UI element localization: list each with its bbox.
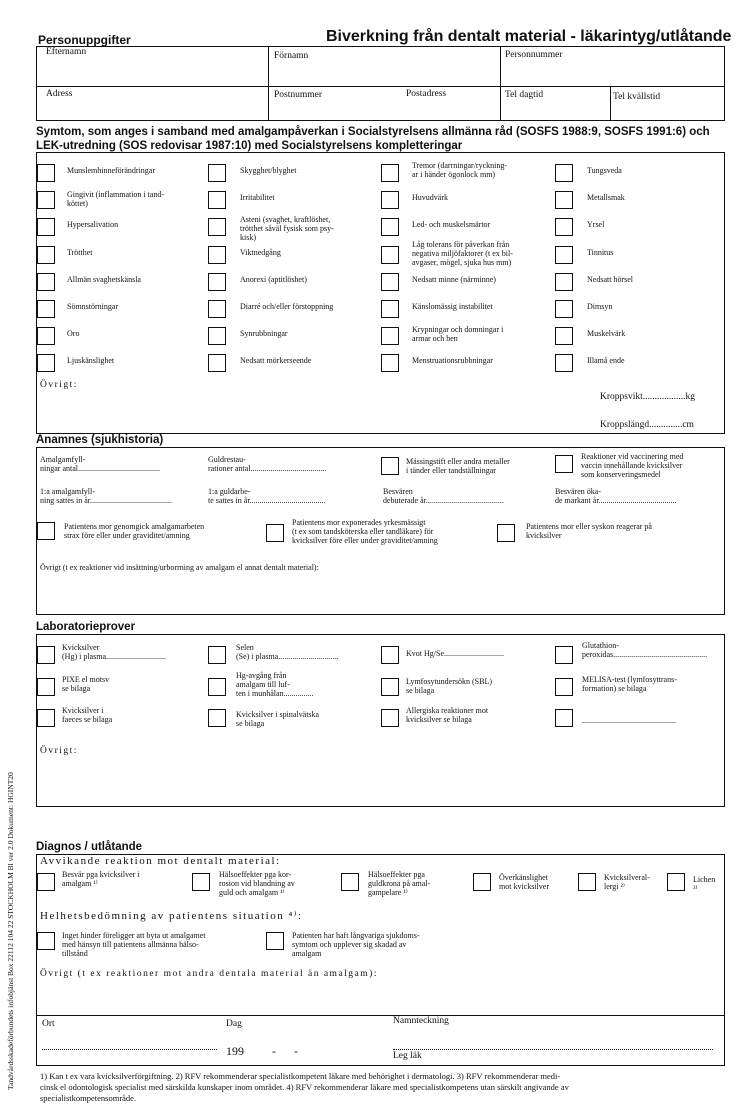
diagnos-label-0: Besvär pga kvicksilver i amalgam ¹⁾: [62, 870, 140, 888]
lab-checkbox-r3-2[interactable]: [381, 709, 399, 727]
symptom-label-col1-1: Gingivit (inflammation i tand- köttet): [67, 190, 165, 208]
symptom-label-col1-2: Hypersalivation: [67, 220, 119, 229]
diagnos-label-3: Överkänslighet mot kvicksilver: [499, 873, 549, 891]
symptom-label-col1-6: Oro: [67, 329, 80, 338]
symptom-label-col1-3: Trötthet: [67, 248, 93, 257]
forsta-amalgam-field[interactable]: 1:a amalgamfyll- ning sattes in år.........................................: [40, 487, 172, 505]
inget-hinder-checkbox[interactable]: [37, 932, 55, 950]
diagnos-label-4: Kvicksilveral- lergi ²⁾: [604, 873, 650, 891]
symptom-checkbox-col3-6[interactable]: [381, 327, 399, 345]
symptom-label-col1-5: Sömnstörningar: [67, 302, 119, 311]
lab-label-r3-0: Kvicksilver i faeces se bilaga: [62, 706, 113, 724]
side-vertical-text: Tandvårdsskadeförbundets infobjänst Box 22112 104 22 STOCKHOLM Bl ver 2.0 Dokument: HGINT20: [6, 772, 15, 1090]
lab-label-r2-3: MELISA-test (lymfosyttrans- formation) se bilaga: [582, 675, 677, 693]
symptom-label-col2-0: Skygghet/blyghet: [240, 166, 297, 175]
lab-label-r3-1: Kvicksilver i spinalvätska se bilaga: [236, 710, 320, 728]
diagnos-checkbox-1[interactable]: [192, 873, 210, 891]
fornamn-label: Förnamn: [274, 51, 309, 61]
symptoms-ovrigt-label: Övrigt:: [40, 380, 78, 390]
signature-field[interactable]: [393, 1049, 713, 1050]
tel-dagtid-label: Tel dagtid: [505, 90, 544, 100]
guld-antal-field[interactable]: Guldrestau- rationer antal......................................: [208, 455, 327, 473]
symptom-label-col2-6: Synrubbningar: [240, 329, 288, 338]
symptom-label-col1-0: Munslemhinneförändringar: [67, 166, 155, 175]
symptom-label-col2-4: Anorexi (aptitlöshet): [240, 275, 307, 284]
symptom-checkbox-col4-3[interactable]: [555, 246, 573, 264]
mor-yrke-checkbox[interactable]: [266, 524, 284, 542]
symptom-label-col4-4: Nedsatt hörsel: [587, 275, 633, 284]
namnteckning-label: Namnteckning: [393, 1016, 449, 1026]
leg-lak-label: Leg läk: [393, 1051, 422, 1061]
symptom-label-col4-2: Yrsel: [587, 220, 605, 229]
symptom-checkbox-col3-3[interactable]: [381, 246, 399, 264]
symptom-checkbox-col3-7[interactable]: [381, 354, 399, 372]
mor-amalgam-label: Patientens mor genomgick amalgamarbeten strax före eller under graviditet/amning: [64, 522, 205, 540]
vaccin-label: Reaktioner vid vaccinering med vaccin innehållande kvicksilver som konserveringsmedel: [581, 452, 684, 479]
symptom-label-col1-7: Ljuskänslighet: [67, 356, 115, 365]
symptom-checkbox-col2-2[interactable]: [208, 218, 226, 236]
lab-label-r2-1: Hg-avgång från amalgam till luf- ten i munhålan...............: [236, 671, 314, 698]
diagnos-label-1: Hälsoeffekter pga kor- rosion vid blandning av guld och amalgam ¹⁾: [219, 870, 295, 897]
footnote-line-1: 1) Kan t ex vara kvicksilverförgiftning. 2) RFV rekommenderar specialistkompetent läkare med behörighet i dermatologi. 3) RFV rekommenderar medi-: [40, 1071, 561, 1081]
anamnes-ovrigt-label: Övrigt (t ex reaktioner vid insättning/urborrning av amalgam el annat dentalt material):: [40, 563, 319, 572]
symptom-label-col3-1: Huvudvärk: [412, 193, 448, 202]
symptom-checkbox-col2-5[interactable]: [208, 300, 226, 318]
ort-label: Ort: [42, 1019, 55, 1029]
symptom-label-col2-5: Diarré och/eller förstoppning: [240, 302, 334, 311]
amalgam-antal-field[interactable]: Amalgamfyll- ningar antal.........................................: [40, 455, 160, 473]
lab-ovrigt-label: Övrigt:: [40, 746, 78, 756]
lab-label-r2-0: PIXE el motsv se bilaga: [62, 675, 110, 693]
lab-label-r1-1: Selen (Se) i plasma..............................: [236, 643, 339, 661]
diagnos-checkbox-3[interactable]: [473, 873, 491, 891]
symptom-checkbox-col4-6[interactable]: [555, 327, 573, 345]
anamnes-heading: Anamnes (sjukhistoria): [36, 434, 164, 446]
symptom-label-col4-3: Tinnitus: [587, 248, 614, 257]
ort-field[interactable]: [42, 1049, 217, 1050]
lab-label-r3-3: ...............................................: [582, 716, 676, 725]
lab-checkbox-r1-1[interactable]: [208, 646, 226, 664]
symptom-checkbox-col1-4[interactable]: [37, 273, 55, 291]
lab-label-r2-2: Lymfosytundersökn (SBL) se bilaga: [406, 677, 492, 695]
year-field[interactable]: 199: [226, 1044, 244, 1058]
besvaren-debuterade-field[interactable]: Besvären debuterade år.......................................: [383, 487, 504, 505]
symptom-label-col4-0: Tungsveda: [587, 166, 622, 175]
forsta-guld-field[interactable]: 1:a guldarbe- te sattes in år......................................: [208, 487, 326, 505]
mor-amalgam-checkbox[interactable]: [37, 522, 55, 540]
besvaren-okade-field[interactable]: Besvären öka- de markant år.......................................: [555, 487, 677, 505]
symptom-label-col2-1: Irritabilitet: [240, 193, 275, 202]
symptom-label-col1-4: Allmän svaghetskänsla: [67, 275, 141, 284]
lab-checkbox-r2-1[interactable]: [208, 678, 226, 696]
symptom-label-col3-0: Tremor (darrningar/ryckning- ar i händer ögonlock mm): [412, 161, 508, 179]
postnummer-label: Postnummer: [274, 90, 323, 100]
symptom-label-col3-4: Nedsatt minne (närminne): [412, 275, 496, 284]
symptom-checkbox-col4-5[interactable]: [555, 300, 573, 318]
symptom-checkbox-col3-5[interactable]: [381, 300, 399, 318]
dag-label: Dag: [226, 1019, 242, 1029]
helhet-label: Helhetsbedömning av patientens situation ⁴⁾:: [40, 910, 303, 922]
symptom-label-col3-2: Led- och muskelsmärtor: [412, 220, 491, 229]
symptom-checkbox-col3-4[interactable]: [381, 273, 399, 291]
symptom-label-col4-7: Illamå ende: [587, 356, 625, 365]
lab-heading: Laboratorieprover: [36, 621, 136, 633]
symptom-label-col4-1: Metallsmak: [587, 193, 625, 202]
symptom-checkbox-col2-3[interactable]: [208, 246, 226, 264]
syskon-checkbox[interactable]: [497, 524, 515, 542]
avvikande-label: Avvikande reaktion mot dentalt material:: [40, 855, 281, 867]
diagnos-checkbox-5[interactable]: [667, 873, 685, 891]
lab-checkbox-r2-3[interactable]: [555, 678, 573, 696]
lab-label-r1-3: Glutathion- peroxidas...............................................: [582, 641, 708, 659]
adress-label: Adress: [46, 89, 73, 99]
personnummer-label: Personnummer: [505, 50, 563, 60]
lab-checkbox-r2-2[interactable]: [381, 678, 399, 696]
symptom-checkbox-col4-0[interactable]: [555, 164, 573, 182]
symptom-checkbox-col1-6[interactable]: [37, 327, 55, 345]
symptom-checkbox-col4-4[interactable]: [555, 273, 573, 291]
lab-checkbox-r1-0[interactable]: [37, 646, 55, 664]
symptoms-heading-1: Symtom, som anges i samband med amalgampåverkan i Socialstyrelsens allmänna råd (SOSFS 1988:9, SOSFS 1991:6) och: [36, 126, 710, 138]
inget-hinder-label: Inget hinder föreligger att byta ut amalgamet med hänsyn till patientens allmänna hälso- tillstånd: [62, 931, 206, 958]
diagnos-checkbox-4[interactable]: [578, 873, 596, 891]
symptom-label-col3-5: Känslomässig instabilitet: [412, 302, 493, 311]
postadress-label: Postadress: [406, 89, 447, 99]
symptom-checkbox-col4-2[interactable]: [555, 218, 573, 236]
symptom-checkbox-col2-0[interactable]: [208, 164, 226, 182]
symptom-label-col2-7: Nedsatt mörkerseende: [240, 356, 312, 365]
symptom-checkbox-col1-2[interactable]: [37, 218, 55, 236]
massing-label: Mässingstift eller andra metaller i tänder eller tandställningar: [406, 457, 510, 475]
lab-checkbox-r3-1[interactable]: [208, 709, 226, 727]
symptom-checkbox-col3-1[interactable]: [381, 191, 399, 209]
mor-yrke-label: Patientens mor exponerades yrkesmässigt (t ex som tandsköterska eller tandläkare) för kvicksilver före eller under graviditet/amning: [292, 518, 438, 545]
lab-label-r3-2: Allergiska reaktioner mot kvicksilver se bilaga: [406, 706, 489, 724]
symptom-label-col3-6: Krypningar och domningar i armar och ben: [412, 325, 504, 343]
lab-checkbox-r3-0[interactable]: [37, 709, 55, 727]
personal-info-box: [36, 46, 725, 121]
diagnos-ovrigt-label: Övrigt (t ex reaktioner mot andra dentala material än amalgam):: [40, 969, 378, 979]
footnote-line-3: specialistkompetensområde.: [40, 1093, 137, 1103]
diagnos-label-5: Lichen ³⁾: [693, 875, 716, 893]
kroppsvikt-field[interactable]: Kroppsvikt..................kg: [600, 392, 695, 402]
diagnos-label-2: Hälsoeffekter pga guldkrona på amal- gampelare ¹⁾: [368, 870, 431, 897]
symptom-label-col2-2: Asteni (svaghet, kraftlöshet, trötthet såväl fysisk som psy- kisk): [240, 215, 334, 242]
symptom-checkbox-col4-1[interactable]: [555, 191, 573, 209]
lab-label-r1-0: Kvicksilver (Hg) i plasma..............................: [62, 643, 166, 661]
symptom-checkbox-col2-6[interactable]: [208, 327, 226, 345]
symptom-checkbox-col3-0[interactable]: [381, 164, 399, 182]
vaccin-checkbox[interactable]: [555, 455, 573, 473]
symptom-label-col3-3: Låg tolerans för påverkan från negativa miljöfaktorer (t ex bil- avgaser, mögel, sjuka hus mm): [412, 240, 513, 267]
syskon-label: Patientens mor eller syskon reagerar på kvicksilver: [526, 522, 652, 540]
symptom-checkbox-col4-7[interactable]: [555, 354, 573, 372]
symptom-checkbox-col1-1[interactable]: [37, 191, 55, 209]
symptom-label-col4-6: Muskelvärk: [587, 329, 626, 338]
kroppslangd-field[interactable]: Kroppslängd..............cm: [600, 420, 694, 430]
lab-checkbox-r3-3[interactable]: [555, 709, 573, 727]
diagnos-checkbox-2[interactable]: [341, 873, 359, 891]
diagnos-heading: Diagnos / utlåtande: [36, 841, 143, 853]
symptom-checkbox-col2-1[interactable]: [208, 191, 226, 209]
symptom-checkbox-col3-2[interactable]: [381, 218, 399, 236]
symptom-checkbox-col1-7[interactable]: [37, 354, 55, 372]
symptom-label-col4-5: Dimsyn: [587, 302, 613, 311]
lab-label-r1-2: Kvot Hg/Se..............................: [406, 649, 504, 658]
tel-kvallstid-label: Tel kvällstid: [613, 92, 661, 102]
symptoms-heading-2: LEK-utredning (SOS redovisar 1987:10) med Socialstyrelsens kompletteringar: [36, 140, 463, 152]
diagnos-checkbox-0[interactable]: [37, 873, 55, 891]
symptom-checkbox-col2-7[interactable]: [208, 354, 226, 372]
efternamn-label: Efternamn: [46, 47, 87, 57]
date-dashes: - -: [272, 1044, 298, 1058]
lab-checkbox-r1-2[interactable]: [381, 646, 399, 664]
symptom-checkbox-col1-3[interactable]: [37, 246, 55, 264]
langvariga-checkbox[interactable]: [266, 932, 284, 950]
massing-checkbox[interactable]: [381, 457, 399, 475]
symptom-checkbox-col1-5[interactable]: [37, 300, 55, 318]
lab-checkbox-r1-3[interactable]: [555, 646, 573, 664]
symptom-label-col3-7: Menstruationsrubbningar: [412, 356, 493, 365]
footnote-line-2: cinsk el odontologisk specialist med särskilda kunskaper inom området. 4) RFV rekommenderar läkare med specialistkompetens utan särskilt angivande av: [40, 1082, 569, 1092]
symptom-label-col2-3: Viktnedgång: [240, 248, 281, 257]
symptom-checkbox-col1-0[interactable]: [37, 164, 55, 182]
section-personuppgifter: Personuppgifter: [38, 33, 131, 47]
langvariga-label: Patienten har haft långvariga sjukdoms- symtom och upplever sig skadad av amalgam: [292, 931, 420, 958]
symptom-checkbox-col2-4[interactable]: [208, 273, 226, 291]
form-title: Biverkning från dentalt material - läkarintyg/utlåtande: [326, 28, 732, 45]
lab-checkbox-r2-0[interactable]: [37, 678, 55, 696]
